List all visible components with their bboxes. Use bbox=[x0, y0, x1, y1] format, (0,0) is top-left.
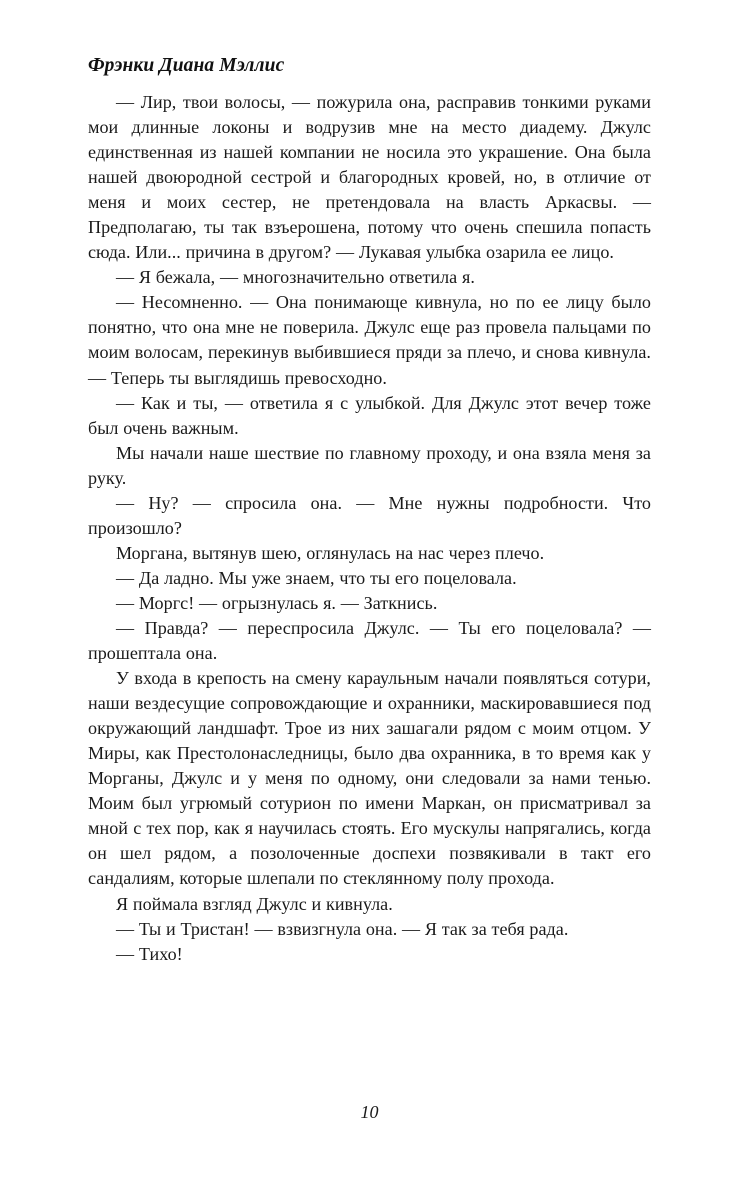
body-paragraph: Моргана, вытянув шею, оглянулась на нас через плечо. bbox=[116, 542, 545, 563]
body-paragraph: — Несомненно. — Она понимающе кивнула, но по ее лицу было понятно, что она мне не поверила. Джулс еще раз провела пальцами по моим волосам, перекинув выбившиеся пряди за плечо, и снова кивнула. — Теперь ты выглядишь превосходно. bbox=[88, 292, 651, 388]
body-text-block bbox=[88, 90, 651, 967]
body-paragraph: — Как и ты, — ответила я с улыбкой. Для Джулс этот вечер тоже был очень важным. bbox=[88, 392, 651, 438]
page-number: 10 bbox=[360, 1102, 379, 1122]
running-header: Фрэнки Диана Мэллис bbox=[88, 55, 285, 76]
body-paragraph: — Лир, твои волосы, — пожурила она, расправив тонкими руками мои длинные локоны и водрузив мне на место диадему. Джулс единственная из нашей компании не носила это украшение. Она была нашей двоюродной сестрой и благородных кровей, но, в отличие от меня и моих сестер, не претендовала на власть Аркасвы. — Предполагаю, ты так взъерошена, потому что очень спешила попасть сюда. Или... причина в другом? — Лукавая улыбка озарила ее лицо. bbox=[88, 92, 651, 263]
body-paragraph: — Тихо! bbox=[116, 943, 183, 964]
body-paragraph: У входа в крепость на смену караульным начали появляться сотури, наши вездесущие сопровождающие и охранники, маскировавшиеся под окружающий ландшафт. Трое из них зашагали рядом с моим отцом. У Миры, как Престолонаследницы, было два охранника, в то время как у Морганы, Джулс и у меня по одному, они следовали за нами тенью. Моим был угрюмый сотурион по имени Маркан, он присматривал за мной с тех пор, как я научилась стоять. Его мускулы напрягались, когда он шел рядом, а позолоченные доспехи позвякивали в такт его сандалиям, которые шлепали по стеклянному полу прохода. bbox=[88, 668, 651, 889]
body-paragraph: Мы начали наше шествие по главному проходу, и она взяла меня за руку. bbox=[88, 442, 651, 488]
body-paragraph: — Ну? — спросила она. — Мне нужны подробности. Что произошло? bbox=[88, 492, 651, 538]
body-paragraph: — Я бежала, — многозначительно ответила я. bbox=[116, 267, 475, 288]
body-paragraph: — Правда? — переспросила Джулс. — Ты его поцеловала? — прошептала она. bbox=[88, 617, 651, 664]
body-paragraph: — Моргс! — огрызнулась я. — Заткнись. bbox=[116, 592, 438, 613]
body-paragraph: Я поймала взгляд Джулс и кивнула. bbox=[116, 893, 393, 914]
body-paragraph: — Да ладно. Мы уже знаем, что ты его поцеловала. bbox=[116, 567, 517, 588]
body-paragraph: — Ты и Тристан! — взвизгнула она. — Я так за тебя рада. bbox=[116, 918, 569, 939]
